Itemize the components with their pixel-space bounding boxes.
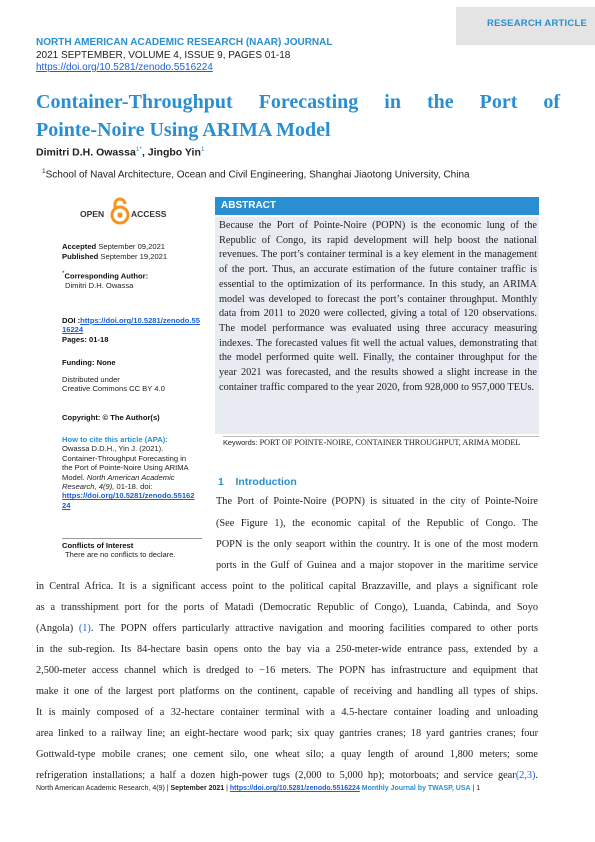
section-heading: 1 Introduction: [218, 476, 297, 488]
title-line-2: Pointe-Noire Using ARIMA Model: [36, 119, 331, 141]
author-1-affil: 1*: [135, 146, 142, 153]
conflicts: Conflicts of Interest There are no conflicts to declare.: [62, 541, 176, 560]
copyright: Copyright: © The Author(s): [62, 413, 160, 422]
affiliation: [42, 168, 470, 180]
body-line: ports in the Gulf of Guinea and a major stopover in the maritime service: [216, 560, 538, 571]
accepted-date: Accepted September 09,2021: [62, 242, 166, 251]
keywords-label: Keywords:: [223, 438, 258, 447]
body-line: (Angola) (1). The POPN offers particularly attractive navigation and mooring facilities compared to other ports: [36, 623, 538, 634]
title-line-1: Container-Throughput Forecasting in the Port of: [36, 91, 560, 113]
journal-doi-link[interactable]: https://doi.org/10.5281/zenodo.5516224: [36, 62, 213, 73]
page-footer: North American Academic Research, 4(9) | September 2021 | https://doi.org/10.5281/zenodo.5516224 Monthly Journal by TWASP, USA | 1: [36, 785, 481, 792]
body-line: as a transshipment port for the ports of Matadi (Democratic Republic of Congo), Luanda, Cabinda, and Soyo: [36, 602, 538, 613]
citation-ref[interactable]: (2,3): [515, 770, 536, 781]
sidebar-doi-link[interactable]: https://doi.org/10.5281/zenodo.5516224: [62, 316, 200, 335]
body-line: It is mainly composed of a 32-hectare container terminal with a 4.5-hectare container loading and unloading: [36, 707, 538, 718]
body-line: refrigeration installations; a half a dozen high-power tugs (2,000 to 5,000 hp); motorboats; and service gear(2,3).: [36, 770, 538, 781]
journal-issue: 2021 SEPTEMBER, VOLUME 4, ISSUE 9, PAGES 01-18: [36, 50, 291, 61]
author-1: Dimitri D.H. Owassa: [36, 146, 136, 159]
conflicts-rule: [62, 538, 202, 539]
body-line: make it one of the largest port platforms on the continent, capable of receiving and handling all types of ships.: [36, 686, 538, 697]
paper-title: [36, 88, 560, 144]
published-date: Published September 19,2021: [62, 252, 168, 261]
corresponding-author: *Corresponding Author: Dimitri D.H. Owassa: [62, 270, 149, 290]
open-access-logo: [80, 200, 170, 226]
abstract-heading-bar: [215, 197, 539, 215]
author-list: [36, 146, 205, 159]
abstract-text: Because the Port of Pointe-Noire (POPN) is the economic lung of the Republic of Congo, its rapid development will help boost the national revenues. The port’s container terminal is a key element in the management of the port. Thus, an accurate estimation of the future container traffic is essential to the optimization of its performance. In this study, an ARIMA model was developed to forecast the port’s container throughput. Monthly data from 2011 to 2020 were collected, giving a total of 120 observations. The model performance was evaluated using three accuracy measuring indexes. The forecasted values fit well the actual values, demonstrating that the model performed quite well. Finally, the container throughput for the year 2021 was forecasted, and the results showed a slight increase in the container traffic compared to the year 2020, from 928,000 to 957,000 TEUs.: [219, 220, 537, 393]
keywords: [223, 436, 539, 448]
funding: Funding: None: [62, 358, 116, 367]
body-line: The Port of Pointe-Noire (POPN) is situated in the city of Pointe-Noire: [216, 496, 538, 507]
abstract-heading: ABSTRACT: [221, 200, 276, 211]
body-line: POPN is the only seaport within the country. It is one of the most modern: [216, 539, 538, 550]
author-2-affil: 1: [200, 146, 205, 153]
body-line: in the sub-region. Its 84-hectare basin opens onto the bay via a 250-meter-wide entrance pass, extended by a: [36, 644, 538, 655]
affiliation-text: School of Naval Architecture, Ocean and Civil Engineering, Shanghai Jiaotong University, China: [45, 169, 470, 181]
author-2: Jingbo Yin: [147, 146, 201, 159]
license: Distributed under Creative Commons CC BY 4.0: [62, 375, 165, 394]
open-access-right: ACCESS: [131, 209, 167, 219]
citation-doi-link[interactable]: https://doi.org/10.5281/zenodo.5516224: [62, 491, 195, 510]
author-sep: ,: [141, 146, 148, 159]
article-type-badge: [456, 7, 595, 45]
body-line: in Central Africa. It is a significant access point to the political capital Brazzaville, and plays a significant role: [36, 581, 538, 592]
footer-doi-link[interactable]: https://doi.org/10.5281/zenodo.5516224: [229, 785, 360, 792]
open-lock-icon: [110, 197, 130, 225]
badge-label: RESEARCH ARTICLE: [487, 18, 587, 29]
body-line: area linked to a railway line; an eight-hectare wood park; six quay gantries cranes; 18 yard gantries cranes; four: [36, 728, 538, 739]
citation-ref[interactable]: (1): [78, 623, 91, 634]
body-line: Gottwald-type mobile cranes; one cement silo, one wheat silo; a quay length of around 1,800 meters; some: [36, 749, 538, 760]
body-line: 2,500-meter access channel which is dredged to −16 meters. The POPN has infrastructure and equipment that: [36, 665, 538, 676]
keywords-text: PORT OF POINTE-NOIRE, CONTAINER THROUGHPUT, ARIMA MODEL: [259, 438, 521, 447]
body-line: (See Figure 1), the economic capital of the Republic of Congo. The: [216, 518, 538, 529]
citation-box: How to cite this article (APA): Owassa D.D.H., Yin J. (2021). Container-Throughput Forecasting in the Port of Pointe-Noire Using ARIMA Model. North American Academic Research, 4(9), 01-18. doi: https://doi.org/10.5281/zenodo.5516224: [62, 435, 195, 510]
affiliation-mark: 1: [42, 168, 46, 175]
journal-name: NORTH AMERICAN ACADEMIC RESEARCH (NAAR) JOURNAL: [36, 37, 333, 48]
doi-info: DOI :https://doi.org/10.5281/zenodo.5516224 Pages: 01-18: [62, 316, 200, 344]
open-access-left: OPEN: [80, 209, 105, 219]
